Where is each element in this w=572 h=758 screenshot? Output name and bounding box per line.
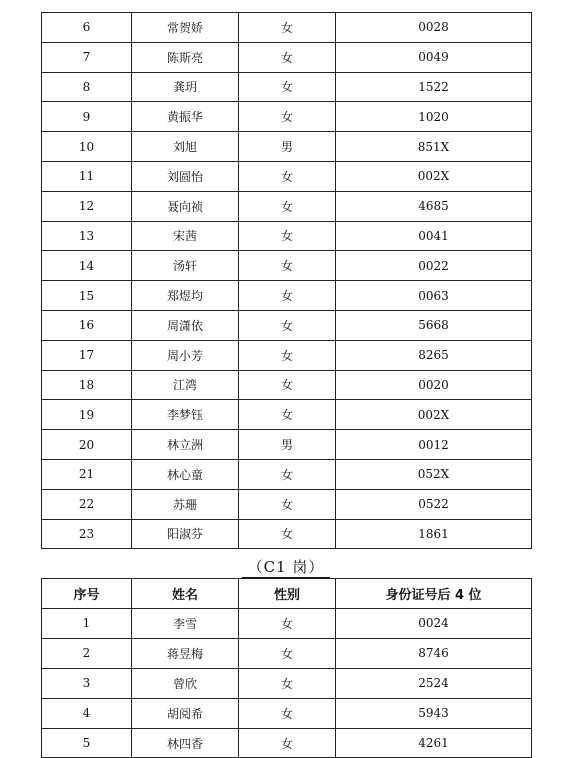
cell-name: 蒋昱梅	[132, 638, 239, 668]
cell-id-last4: 0028	[336, 13, 532, 43]
cell-index: 3	[42, 668, 132, 698]
cell-name: 郑煜均	[132, 281, 239, 311]
cell-id-last4: 002X	[336, 400, 532, 430]
cell-name: 黄振华	[132, 102, 239, 132]
cell-index: 4	[42, 698, 132, 728]
cell-name: 苏珊	[132, 489, 239, 519]
cell-index: 14	[42, 251, 132, 281]
cell-id-last4: 5668	[336, 310, 532, 340]
header-gender: 性别	[239, 579, 336, 609]
table-row	[42, 310, 532, 340]
cell-id-last4: 4685	[336, 191, 532, 221]
cell-id-last4: 1522	[336, 72, 532, 102]
table-row	[42, 191, 532, 221]
cell-id-last4: 0020	[336, 370, 532, 400]
table-row	[42, 728, 532, 758]
cell-index: 12	[42, 191, 132, 221]
section-title	[0, 556, 572, 577]
table-row	[42, 668, 532, 698]
cell-index: 21	[42, 459, 132, 489]
cell-gender: 女	[239, 191, 336, 221]
cell-index: 18	[42, 370, 132, 400]
cell-gender: 女	[239, 638, 336, 668]
table-row	[42, 340, 532, 370]
cell-name: 刘旭	[132, 132, 239, 162]
table-row	[42, 459, 532, 489]
table-row	[42, 221, 532, 251]
cell-name: 林四香	[132, 728, 239, 758]
cell-gender: 女	[239, 72, 336, 102]
cell-gender: 女	[239, 698, 336, 728]
cell-index: 23	[42, 519, 132, 549]
cell-gender: 女	[239, 400, 336, 430]
table-row	[42, 42, 532, 72]
cell-gender: 女	[239, 609, 336, 639]
header-id-last4: 身份证号后 4 位	[336, 579, 532, 609]
cell-id-last4: 0063	[336, 281, 532, 311]
candidate-table-continued	[41, 12, 532, 549]
cell-name: 刘圆怡	[132, 161, 239, 191]
cell-name: 宋茜	[132, 221, 239, 251]
cell-name: 李雪	[132, 609, 239, 639]
cell-gender: 女	[239, 161, 336, 191]
cell-id-last4: 4261	[336, 728, 532, 758]
cell-index: 20	[42, 430, 132, 460]
table-row	[42, 400, 532, 430]
cell-gender: 女	[239, 221, 336, 251]
cell-gender: 女	[239, 340, 336, 370]
table-body	[42, 609, 532, 758]
cell-index: 6	[42, 13, 132, 43]
section-title-text: （C1 岗）	[242, 558, 331, 578]
cell-index: 17	[42, 340, 132, 370]
cell-index: 9	[42, 102, 132, 132]
cell-id-last4: 0012	[336, 430, 532, 460]
cell-index: 1	[42, 609, 132, 639]
cell-gender: 男	[239, 430, 336, 460]
cell-gender: 女	[239, 13, 336, 43]
cell-gender: 女	[239, 459, 336, 489]
cell-index: 10	[42, 132, 132, 162]
table-row	[42, 161, 532, 191]
table-row	[42, 251, 532, 281]
cell-name: 龚玥	[132, 72, 239, 102]
cell-name: 江湾	[132, 370, 239, 400]
header-index: 序号	[42, 579, 132, 609]
cell-name: 李梦钰	[132, 400, 239, 430]
cell-name: 曾欣	[132, 668, 239, 698]
candidate-table-c1	[41, 578, 532, 758]
cell-index: 2	[42, 638, 132, 668]
cell-name: 聂向祯	[132, 191, 239, 221]
cell-name: 周潇依	[132, 310, 239, 340]
cell-gender: 男	[239, 132, 336, 162]
cell-id-last4: 1861	[336, 519, 532, 549]
cell-gender: 女	[239, 489, 336, 519]
header-row	[42, 579, 532, 609]
table-row	[42, 609, 532, 639]
cell-id-last4: 1020	[336, 102, 532, 132]
table-row	[42, 281, 532, 311]
cell-id-last4: 0024	[336, 609, 532, 639]
cell-id-last4: 5943	[336, 698, 532, 728]
cell-id-last4: 052X	[336, 459, 532, 489]
cell-gender: 女	[239, 251, 336, 281]
cell-name: 陈斯亮	[132, 42, 239, 72]
table-row	[42, 72, 532, 102]
cell-gender: 女	[239, 370, 336, 400]
cell-name: 林立洲	[132, 430, 239, 460]
cell-id-last4: 0522	[336, 489, 532, 519]
cell-index: 22	[42, 489, 132, 519]
cell-index: 19	[42, 400, 132, 430]
cell-gender: 女	[239, 728, 336, 758]
table-row	[42, 519, 532, 549]
cell-index: 7	[42, 42, 132, 72]
cell-name: 胡阅希	[132, 698, 239, 728]
header-name: 姓名	[132, 579, 239, 609]
cell-id-last4: 0022	[336, 251, 532, 281]
cell-name: 常贺娇	[132, 13, 239, 43]
cell-index: 5	[42, 728, 132, 758]
cell-index: 11	[42, 161, 132, 191]
cell-id-last4: 0041	[336, 221, 532, 251]
cell-index: 15	[42, 281, 132, 311]
cell-name: 周小芳	[132, 340, 239, 370]
table-row	[42, 430, 532, 460]
cell-gender: 女	[239, 281, 336, 311]
table-row	[42, 638, 532, 668]
table-row	[42, 698, 532, 728]
cell-id-last4: 2524	[336, 668, 532, 698]
table-row	[42, 370, 532, 400]
cell-name: 林心童	[132, 459, 239, 489]
cell-id-last4: 851X	[336, 132, 532, 162]
table-body	[42, 13, 532, 549]
cell-name: 阳淑芬	[132, 519, 239, 549]
cell-gender: 女	[239, 42, 336, 72]
cell-gender: 女	[239, 668, 336, 698]
cell-index: 8	[42, 72, 132, 102]
table-row	[42, 13, 532, 43]
table-row	[42, 102, 532, 132]
cell-id-last4: 8746	[336, 638, 532, 668]
cell-id-last4: 8265	[336, 340, 532, 370]
table-row	[42, 132, 532, 162]
cell-gender: 女	[239, 519, 336, 549]
table-row	[42, 489, 532, 519]
cell-index: 16	[42, 310, 132, 340]
cell-id-last4: 002X	[336, 161, 532, 191]
cell-name: 汤轩	[132, 251, 239, 281]
cell-id-last4: 0049	[336, 42, 532, 72]
cell-index: 13	[42, 221, 132, 251]
cell-gender: 女	[239, 310, 336, 340]
cell-gender: 女	[239, 102, 336, 132]
